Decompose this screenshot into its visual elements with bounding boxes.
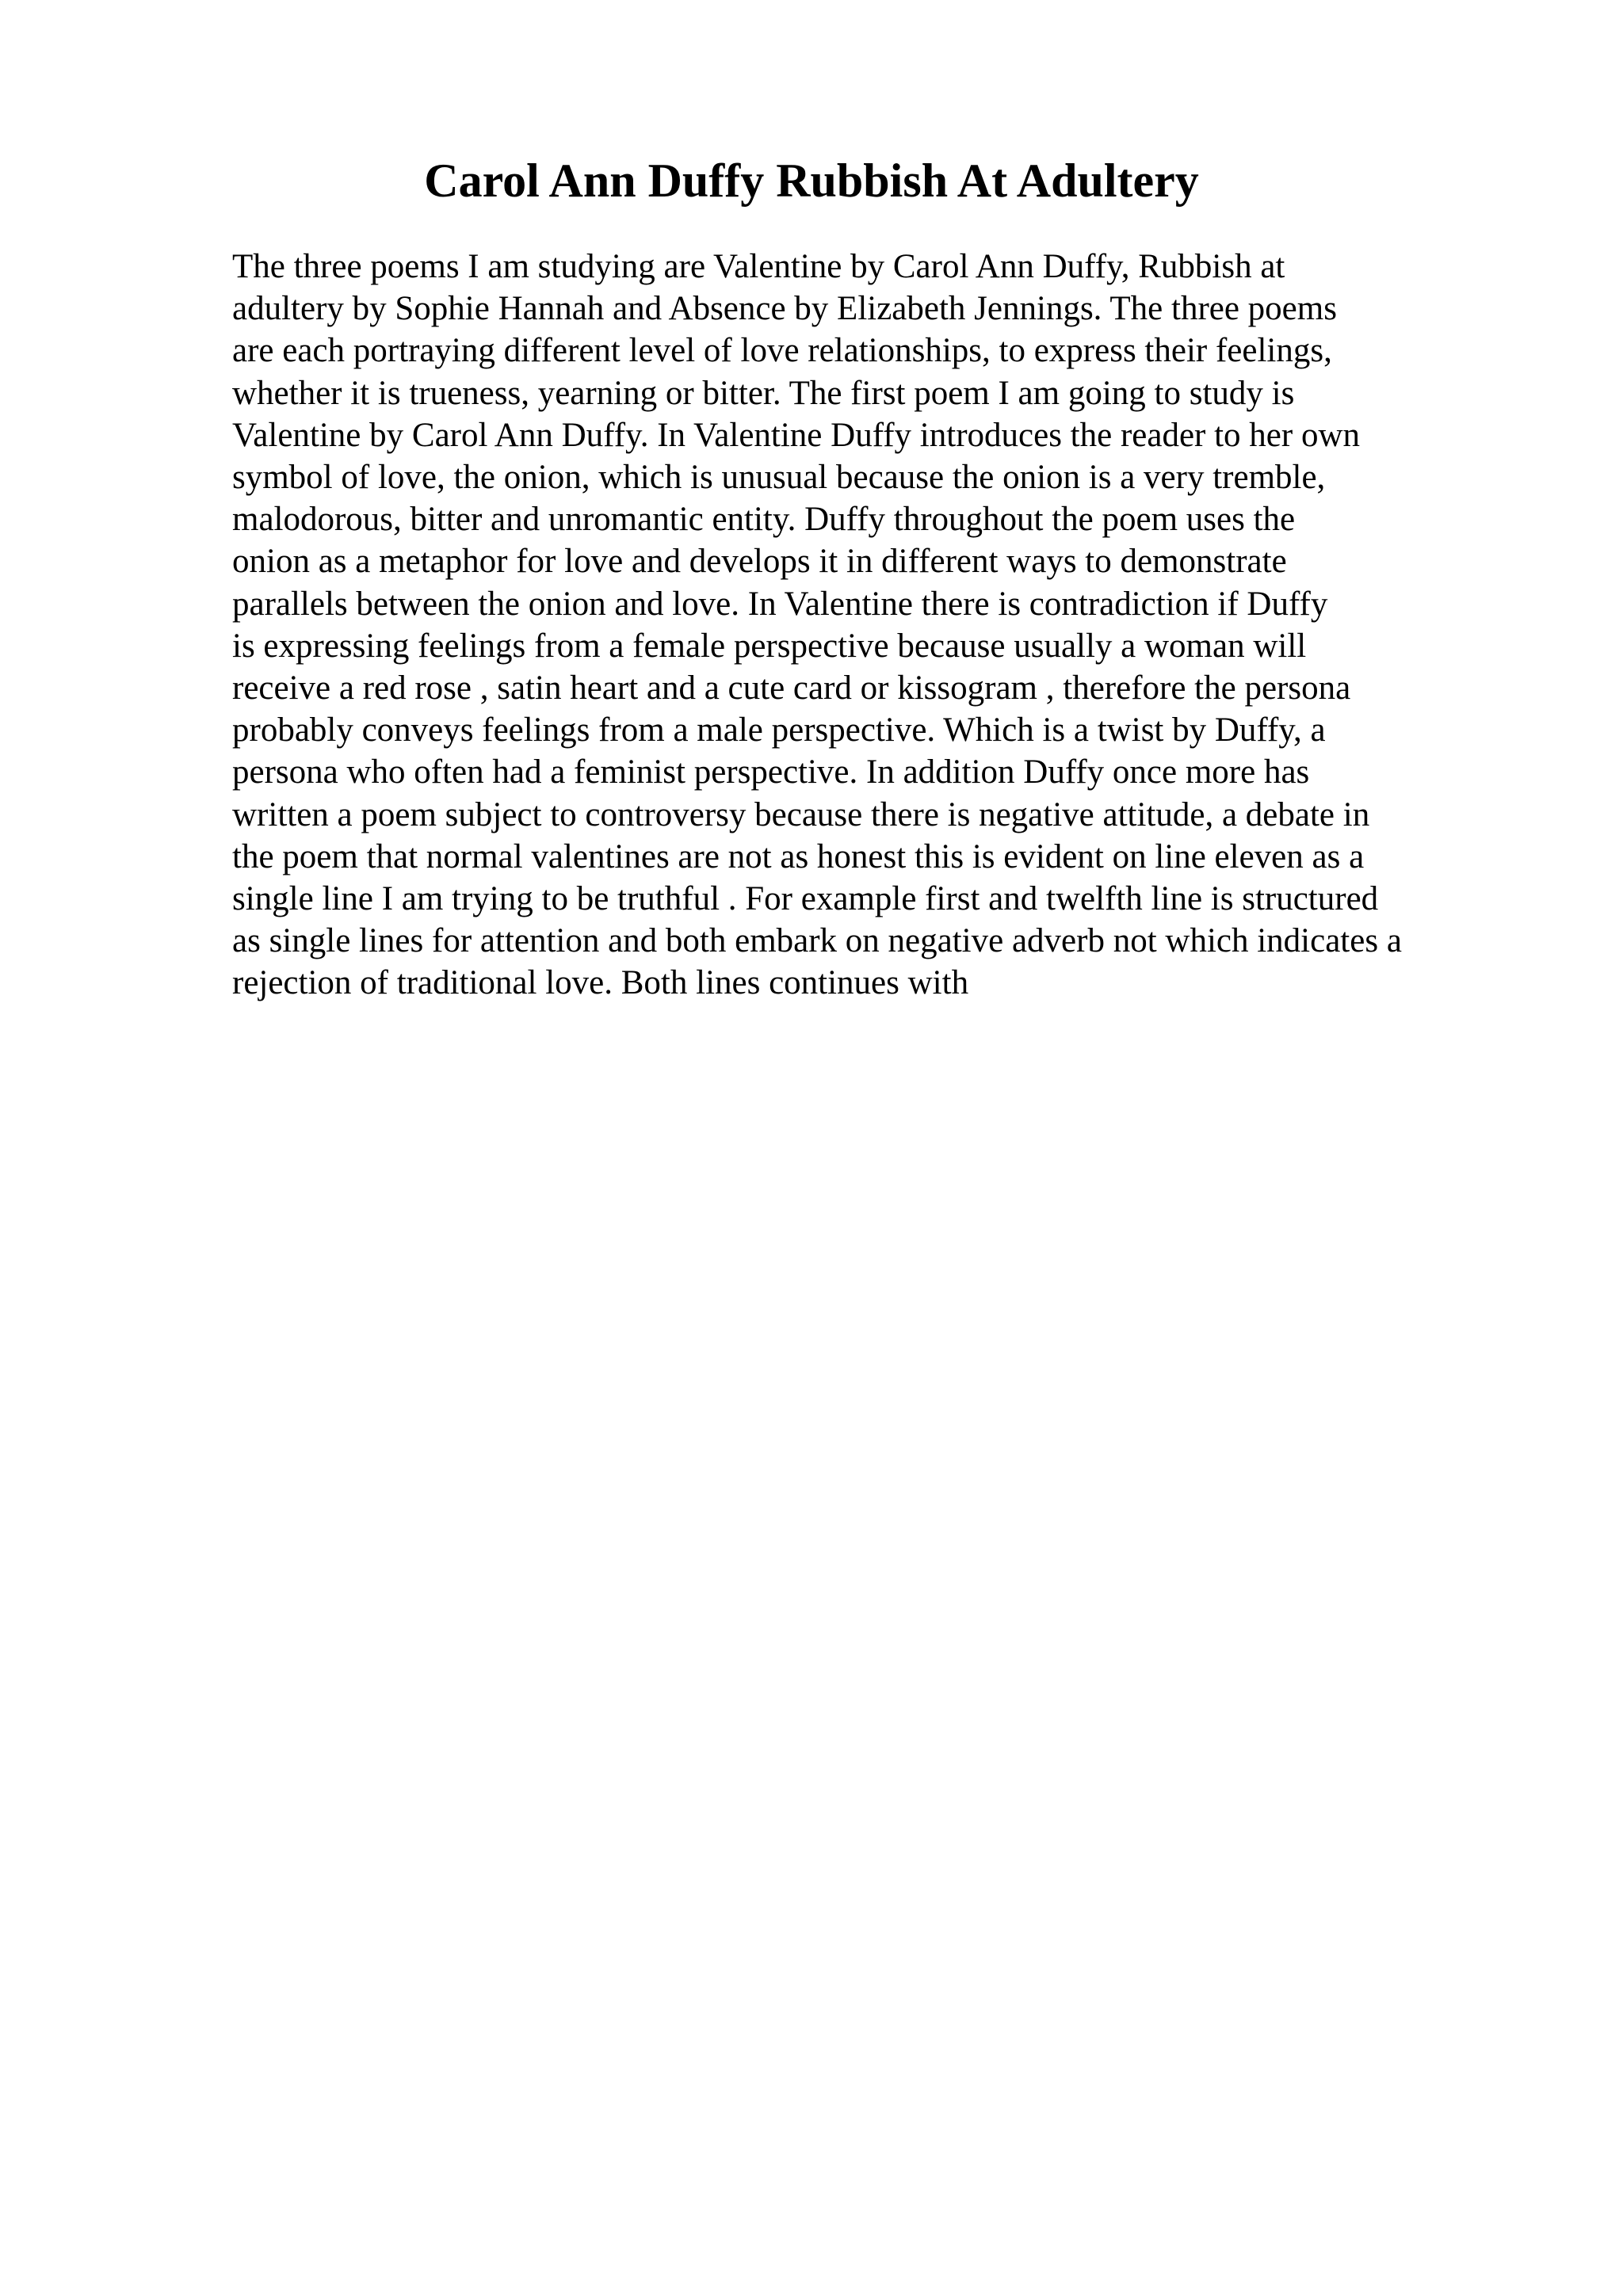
paragraph-line: rejection of traditional love. Both lines continues with — [232, 964, 969, 1002]
paragraph-line: malodorous, bitter and unromantic entity. Duffy throughout the poem uses the — [232, 501, 1296, 539]
paragraph-line: are each portraying different level of love relationships, to express their feelings, — [232, 332, 1332, 370]
body-paragraph — [232, 246, 1579, 1005]
paragraph-line: adultery by Sophie Hannah and Absence by Elizabeth Jennings. The three poems — [232, 290, 1337, 328]
paragraph-line: symbol of love, the onion, which is unusual because the onion is a very tremble, — [232, 459, 1326, 497]
paragraph-line: is expressing feelings from a female perspective because usually a woman will — [232, 627, 1307, 665]
paragraph-line: onion as a metaphor for love and develops it in different ways to demonstrate — [232, 543, 1287, 581]
paragraph-line: as single lines for attention and both embark on negative adverb not which indicates a — [232, 922, 1402, 960]
paragraph-line: persona who often had a feminist perspective. In addition Duffy once more has — [232, 753, 1310, 791]
document-title: Carol Ann Duffy Rubbish At Adultery — [424, 154, 1199, 207]
paragraph-line: whether it is trueness, yearning or bitter. The first poem I am going to study is — [232, 374, 1295, 412]
paragraph-line: the poem that normal valentines are not as honest this is evident on line eleven as a — [232, 837, 1365, 875]
paragraph-line: written a poem subject to controversy because there is negative attitude, a debate in — [232, 795, 1370, 833]
paragraph-line: receive a red rose , satin heart and a cute card or kissogram , therefore the persona — [232, 669, 1351, 707]
paragraph-line: The three poems I am studying are Valentine by Carol Ann Duffy, Rubbish at — [232, 248, 1285, 285]
paragraph-line: probably conveys feelings from a male perspective. Which is a twist by Duffy, a — [232, 711, 1326, 749]
paragraph-line: parallels between the onion and love. In Valentine there is contradiction if Duffy — [232, 585, 1328, 623]
paragraph-line: single line I am trying to be truthful . For example first and twelfth line is structured — [232, 880, 1379, 918]
paragraph-line: Valentine by Carol Ann Duffy. In Valentine Duffy introduces the reader to her own — [232, 416, 1361, 454]
